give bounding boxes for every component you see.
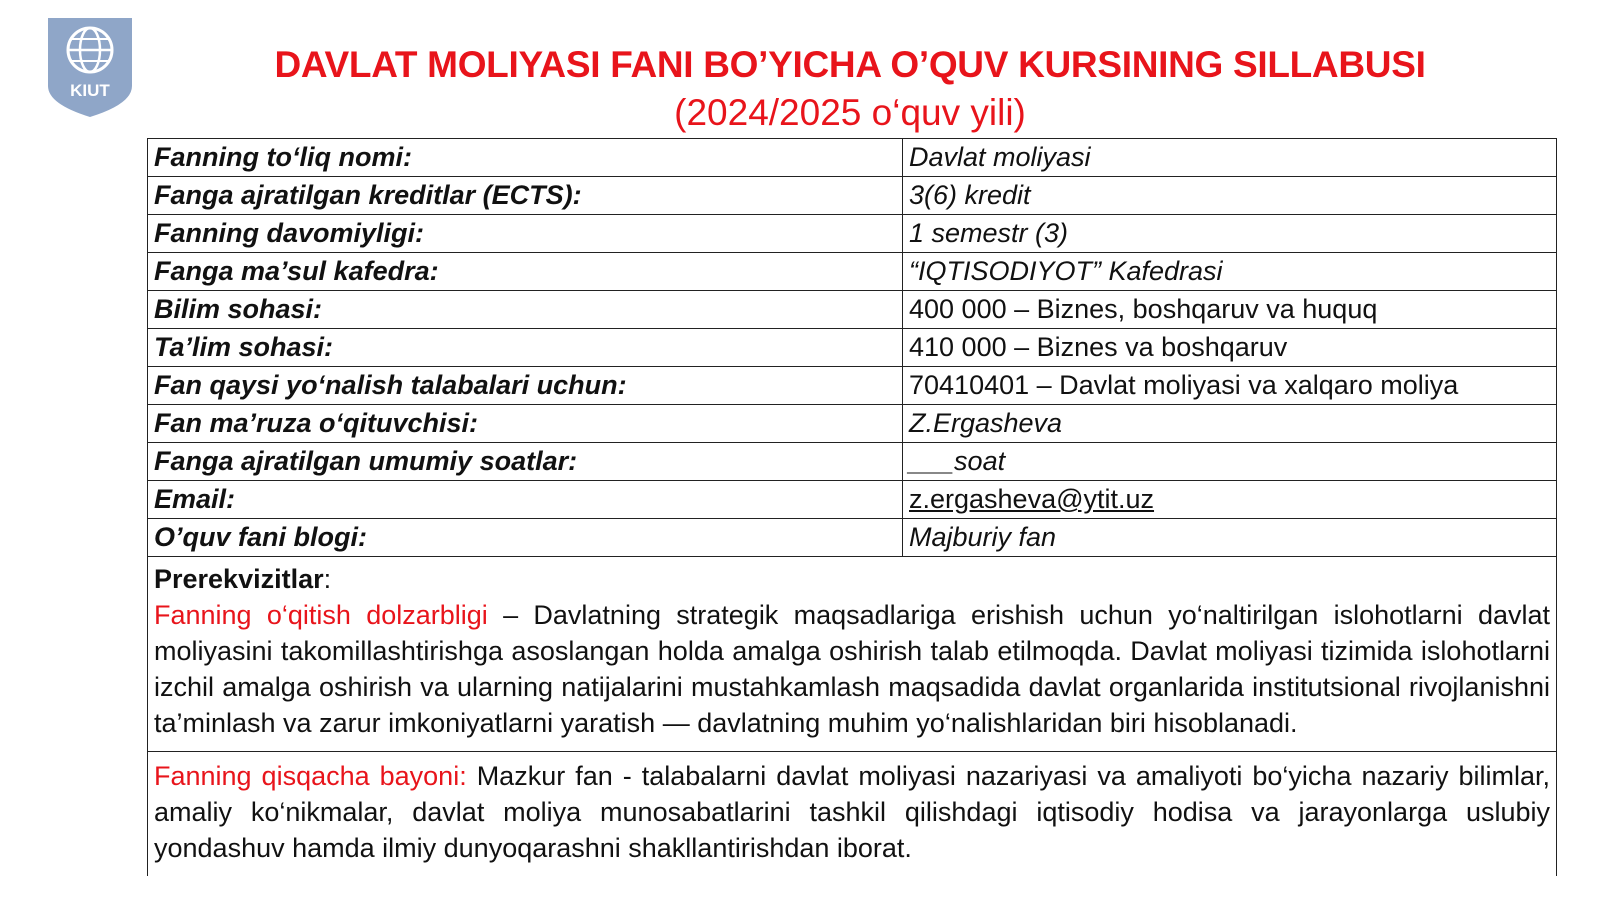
row-label: Email: <box>148 481 903 519</box>
row-label: Fanga ajratilgan umumiy soatlar: <box>148 443 903 481</box>
row-label: Ta’lim sohasi: <box>148 329 903 367</box>
course-info-table <box>148 139 1556 557</box>
summary-text: Mazkur fan - talabalarni davlat moliyasi nazariyasi va amaliyoti bo‘yicha nazariy bilimlar, amaliy ko‘nikmalar, davlat moliya munosabatlarini tashkil qilishdagi iqtisodiy hodisa va jarayonlarga uslubiy yondashuv hamda ilmiy dunyoqarashni shakllantirishdan iborat. <box>154 761 1551 863</box>
prerequisites-section <box>148 557 1556 751</box>
row-label: Fan ma’ruza o‘qituvchisi: <box>148 405 903 443</box>
table-row <box>148 291 1556 329</box>
row-label: Fanga ma’sul kafedra: <box>148 253 903 291</box>
row-value: ___soat <box>903 443 1557 481</box>
table-row <box>148 405 1556 443</box>
row-value: 1 semestr (3) <box>903 215 1557 253</box>
row-label: Fanning to‘liq nomi: <box>148 139 903 177</box>
table-row <box>148 329 1556 367</box>
table-row <box>148 215 1556 253</box>
row-value: Davlat moliyasi <box>903 139 1557 177</box>
table-row <box>148 443 1556 481</box>
table-row <box>148 481 1556 519</box>
table-row <box>148 519 1556 557</box>
email-link[interactable]: z.ergasheva@ytit.uz <box>909 484 1155 514</box>
row-value: 3(6) kredit <box>903 177 1557 215</box>
row-label: Fanning davomiyligi: <box>148 215 903 253</box>
email-cell <box>903 481 1557 519</box>
relevance-heading: Fanning o‘qitish dolzarbligi <box>154 600 488 630</box>
row-value: Majburiy fan <box>903 519 1557 557</box>
row-value: 70410401 – Davlat moliyasi va xalqaro moliya <box>903 367 1557 405</box>
row-value: 400 000 – Biznes, boshqaruv va huquq <box>903 291 1557 329</box>
row-value: Z.Ergasheva <box>903 405 1557 443</box>
relevance-text: – Davlatning strategik maqsadlariga erishish uchun yo‘naltirilgan islohotlarni davlat moliyasini takomillashtirishga asoslangan holda amalga oshirish talab etilmoqda. Davlat moliyasi tizimida islohotlarni izchil amalga oshirish va ularning natijalarini mustahkamlash maqsadida davlat organlarida institutsional rivojlanishni ta’minlash va zarur imkoniyatlarni yaratish — davlatning muhim yo‘nalishlaridan biri hisoblanadi. <box>154 600 1550 738</box>
table-row <box>148 139 1556 177</box>
row-label: Bilim sohasi: <box>148 291 903 329</box>
summary-section <box>148 751 1556 876</box>
page-subtitle: (2024/2025 o‘quv yili) <box>674 92 1026 133</box>
row-label: O’quv fani blogi: <box>148 519 903 557</box>
row-label: Fan qaysi yo‘nalish talabalari uchun: <box>148 367 903 405</box>
row-value: 410 000 – Biznes va boshqaruv <box>903 329 1557 367</box>
logo-text: KIUT <box>70 81 110 100</box>
kiut-logo <box>46 16 134 118</box>
table-row <box>148 367 1556 405</box>
syllabus-table <box>147 138 1557 876</box>
prerequisites-label: Prerekvizitlar <box>154 564 324 594</box>
row-label: Fanga ajratilgan kreditlar (ECTS): <box>148 177 903 215</box>
prerequisites-colon: : <box>323 564 332 594</box>
summary-heading: Fanning qisqacha bayoni: <box>154 761 467 791</box>
row-value: “IQTISODIYOT” Kafedrasi <box>903 253 1557 291</box>
table-row <box>148 253 1556 291</box>
table-row <box>148 177 1556 215</box>
page-title: DAVLAT MOLIYASI FANI BO’YICHA O’QUV KURSINING SILLABUSI <box>274 44 1426 85</box>
